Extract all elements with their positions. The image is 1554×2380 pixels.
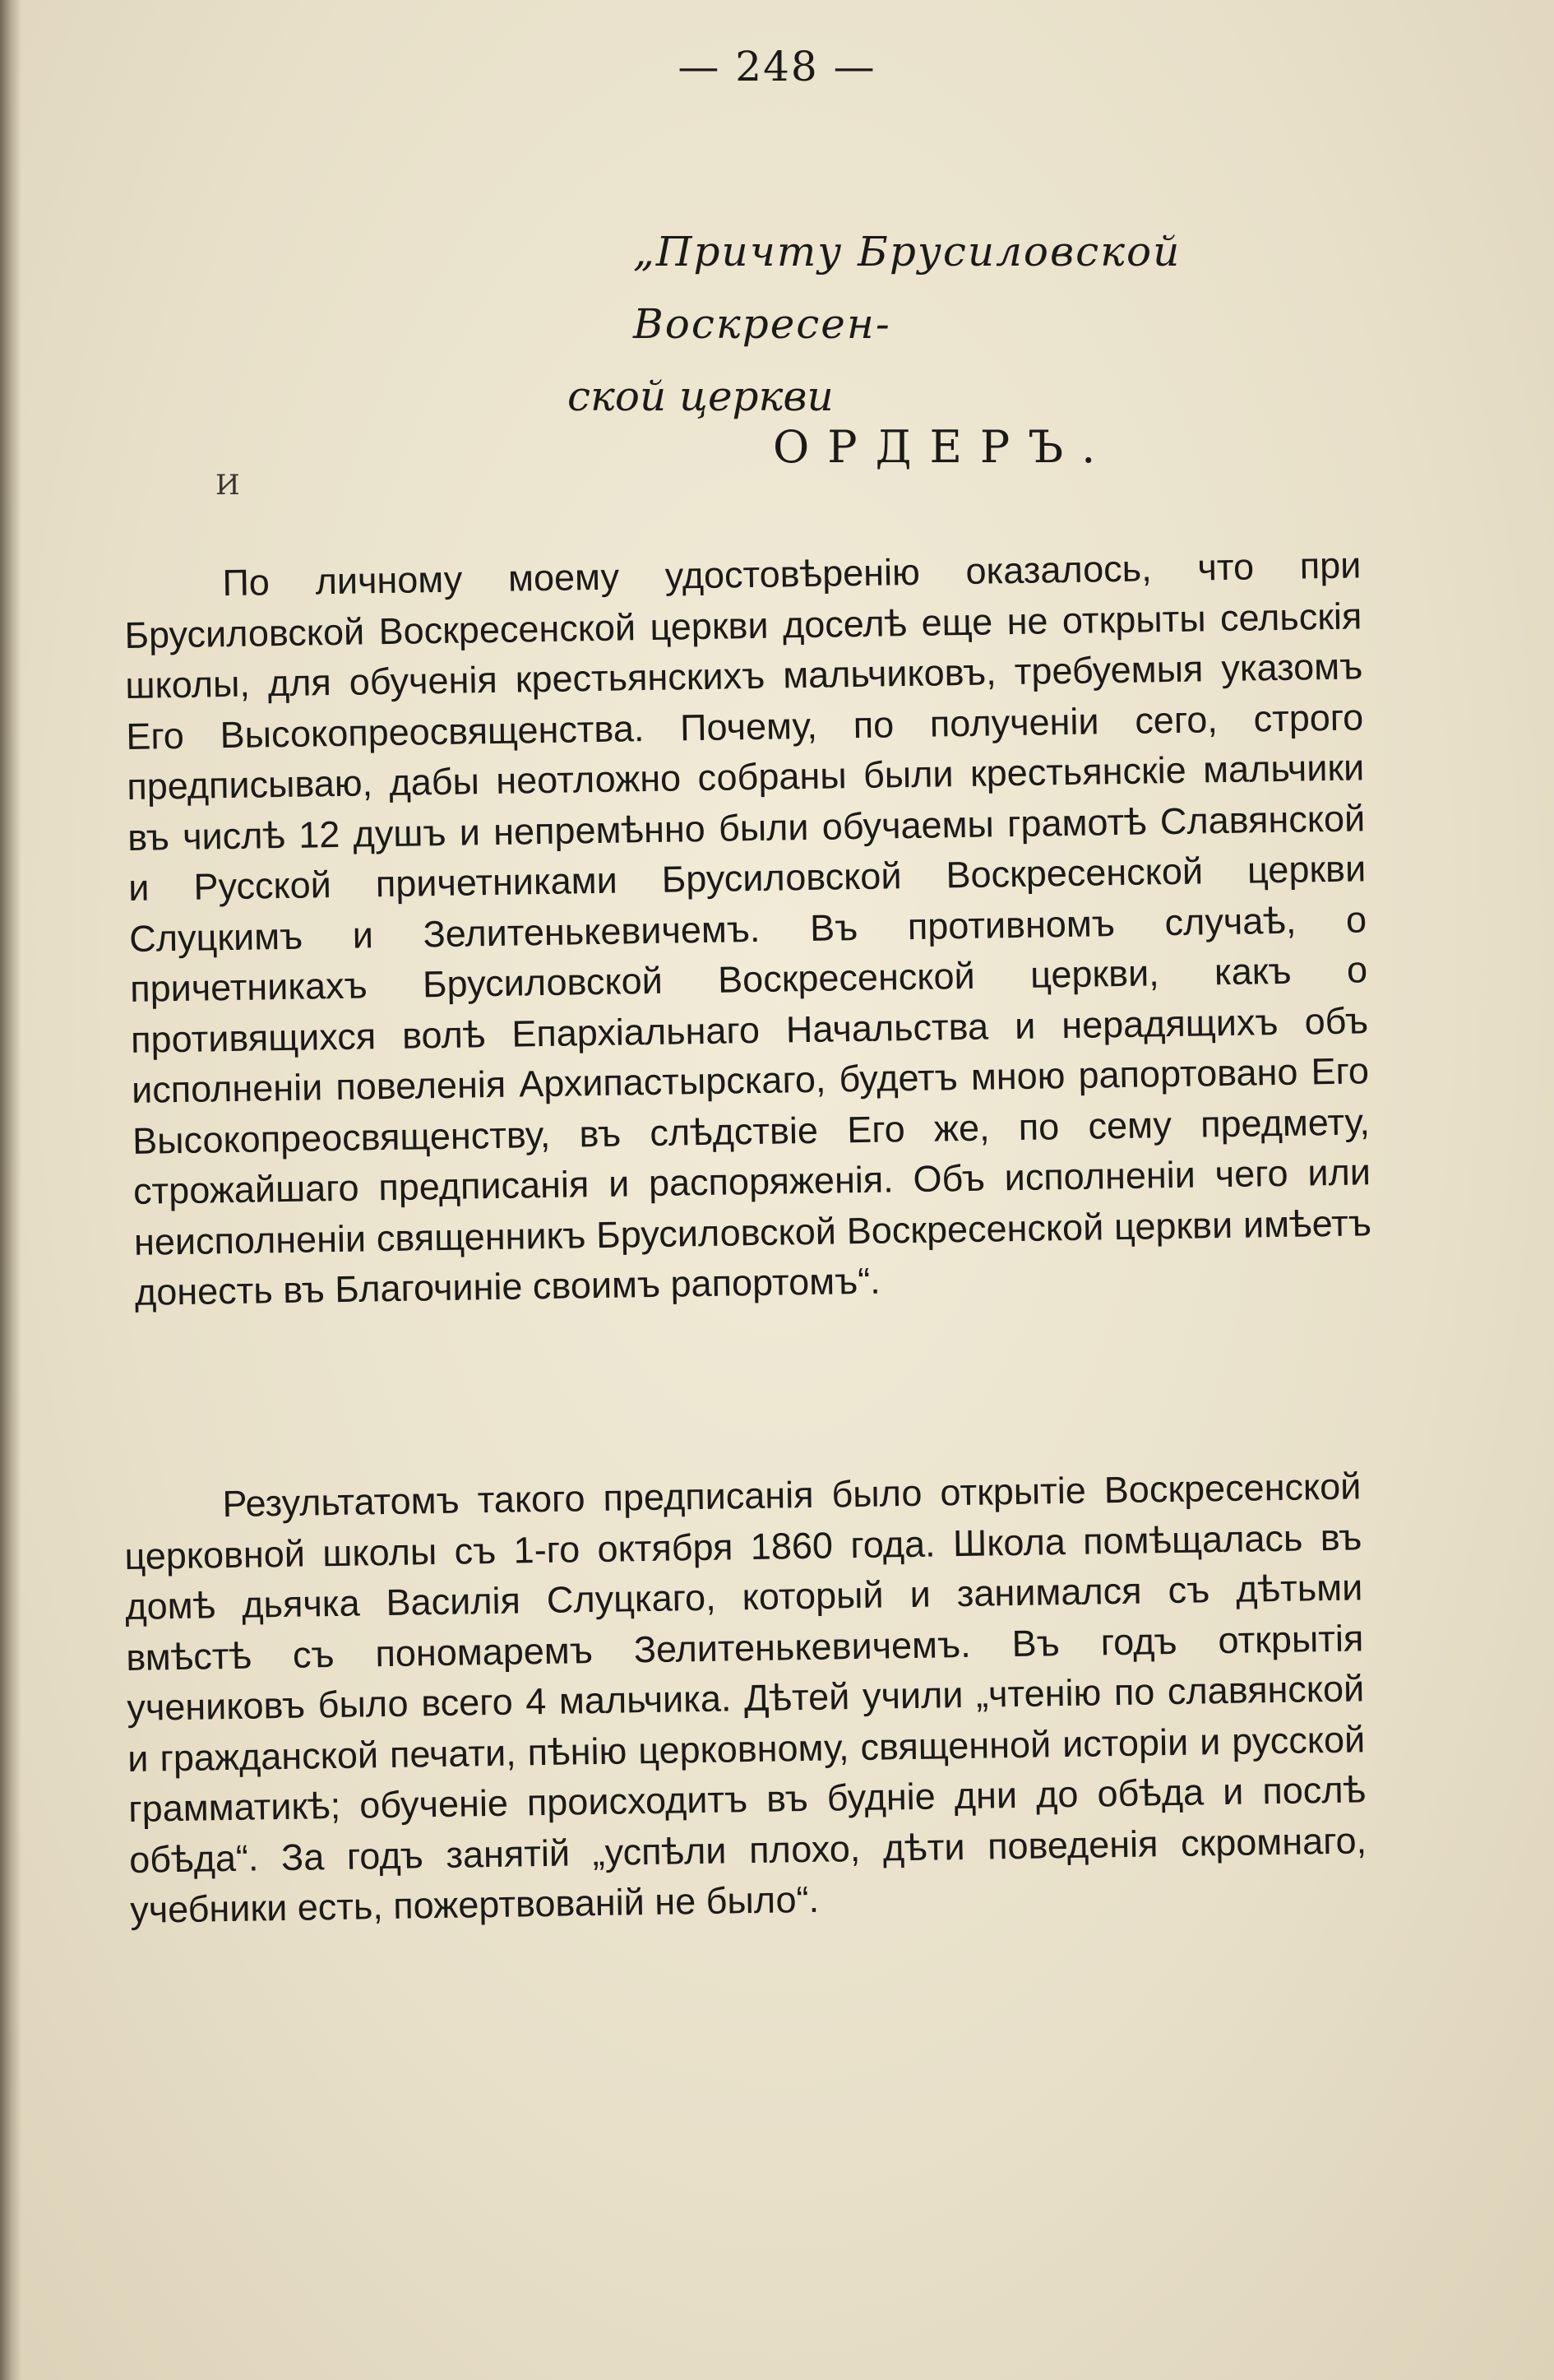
page-number: — 248 — [678,43,876,90]
margin-mark: И [215,469,240,502]
paragraph-order: По личному моему удостовѣренію оказалось, что при Брусиловской Воскресенской церкви доселѣ еще не открыты сельскія школы, для обученія крестьянскихъ мальчиковъ, требуемыя указомъ Его Высокопреосвященства. Почему, по полученіи сего, строго предписываю, дабы неотложно собраны были крестьянскіе мальчики въ числѣ 12 душъ и непремѣнно были обучаемы грамотѣ Славянской и Русской причетниками Брусиловской Воскресенской церкви Слуцкимъ и Зелитенькевичемъ. Въ противномъ случаѣ, о причетникахъ Брусиловской Воскресенской церкви, какъ о противящихся волѣ Епархіальнаго Начальства и нерадящихъ объ исполненіи повеленія Архипастырскаго, будетъ мною рапортовано Его Высокопреосвященству, въ слѣдствіе Его же, по сему предмету, строжайшаго предписанія и распоряженія. Объ исполненіи чего или неисполненіи священникъ Брусиловской Воскресенской церкви имѣетъ донесть въ Благочиніе своимъ рапортомъ“. [124,544,1372,1313]
order-text [123,539,1372,1317]
address-heading-line-1: „Причту Брусиловской Воскресен- [633,228,1182,348]
page-binding-shadow [0,0,21,2380]
address-heading [567,215,1422,433]
paragraph-result: Результатомъ такого предписанія было открытіе Воскресенской церковной школы съ 1-го октября 1860 года. Школа помѣщалась въ домѣ дьячка Василія Слуцкаго, который и занимался съ дѣтьми вмѣстѣ съ пономаремъ Зелитенькевичемъ. Въ годъ открытія учениковъ было всего 4 мальчика. Дѣтей учили „чтенію по славянской и гражданской печати, пѣнію церковному, священной исторіи и русской грамматикѣ; обученіе происходитъ въ будніе дни до обѣда и послѣ обѣда“. За годъ занятій „успѣли плохо, дѣти поведенія скромнаго, учебники есть, пожертвованій не было“. [124,1465,1367,1931]
result-text [123,1461,1368,1935]
address-heading-line-2: ской церкви [567,373,834,420]
document-title: ОРДЕРЪ. [773,421,1114,473]
